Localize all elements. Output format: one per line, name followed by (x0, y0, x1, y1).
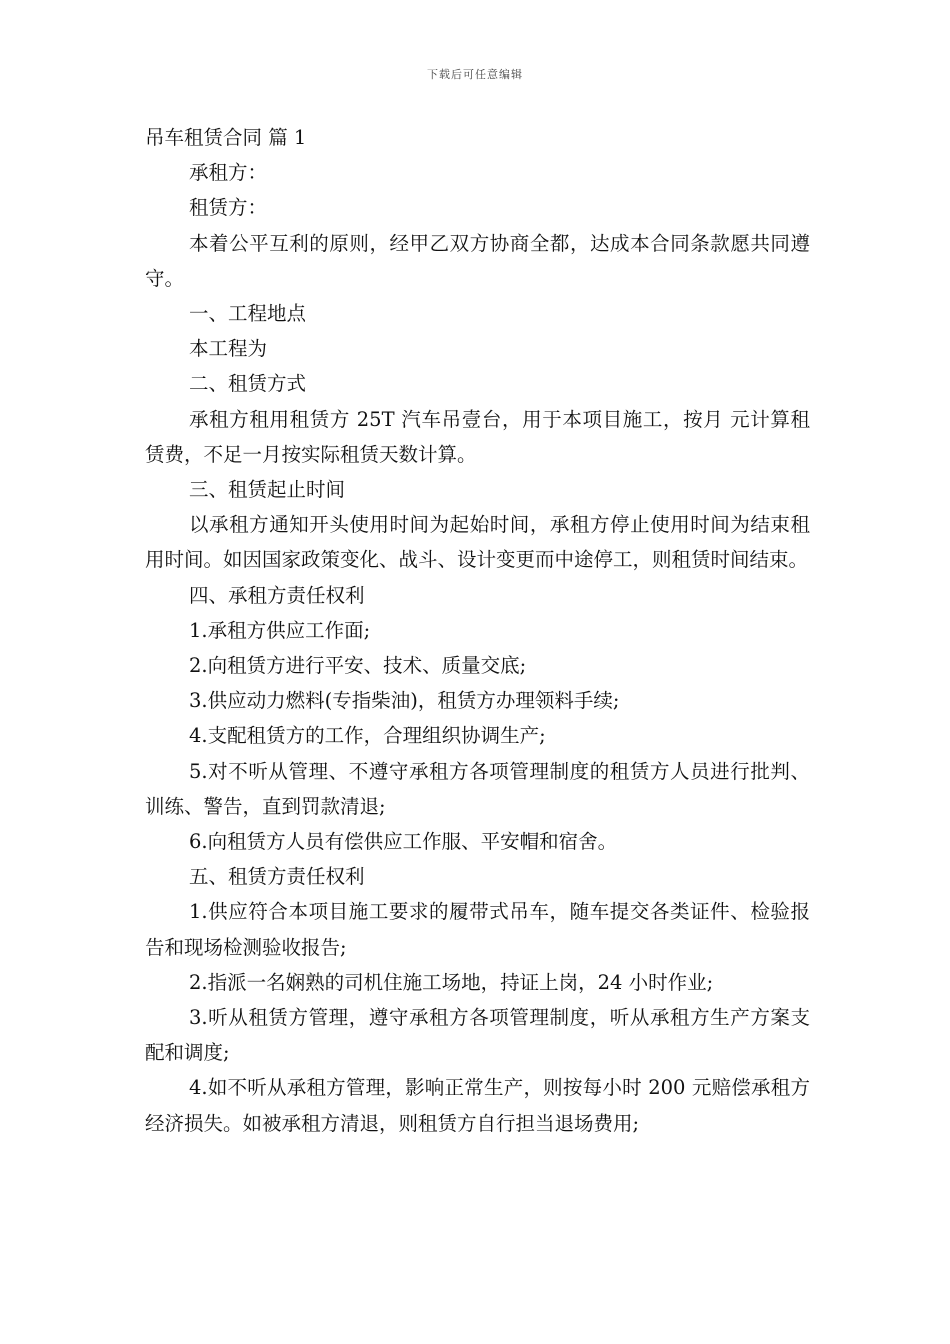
paragraph-lease-period: 以承租方通知开头使用时间为起始时间，承租方停止使用时间为结束租用时间。如因国家政策变化、战斗、设计变更而中途停工，则租赁时间结束。 (145, 513, 810, 572)
document-body (145, 120, 810, 1141)
list-item: 1.承租方供应工作面; (189, 618, 371, 642)
section-heading-1: 一、工程地点 (189, 302, 307, 326)
document-title: 吊车租赁合同 篇 1 (145, 126, 307, 149)
page-header: 下载后可任意编辑 (427, 68, 523, 81)
list-item: 4.如不听从承租方管理，影响正常生产，则按每小时 200 元赔偿承租方经济损失。如被承租方清退，则租赁方自行担当退场费用; (145, 1076, 810, 1135)
paragraph-project: 本工程为 (189, 337, 268, 361)
paragraph-lessee: 承租方： (189, 161, 268, 185)
list-item: 1.供应符合本项目施工要求的履带式吊车，随车提交各类证件、检验报告和现场检测验收报告; (145, 900, 810, 959)
paragraph-lessor: 租赁方： (189, 196, 268, 220)
paragraph-lease-method: 承租方租用租赁方 25T 汽车吊壹台，用于本项目施工，按月 元计算租赁费，不足一月按实际租赁天数计算。 (145, 407, 810, 466)
list-item: 3.供应动力燃料(专指柴油)，租赁方办理领料手续; (189, 689, 620, 713)
list-item: 2.指派一名娴熟的司机住施工场地，持证上岗，24 小时作业; (189, 970, 714, 994)
section-heading-2: 二、租赁方式 (189, 372, 307, 396)
list-item: 3.听从租赁方管理，遵守承租方各项管理制度，听从承租方生产方案支配和调度; (145, 1006, 810, 1065)
list-item: 2.向租赁方进行平安、技术、质量交底; (189, 654, 527, 678)
list-item: 5.对不听从管理、不遵守承租方各项管理制度的租赁方人员进行批判、训练、警告，直到罚款清退; (145, 759, 810, 818)
section-heading-5: 五、租赁方责任权利 (189, 865, 365, 889)
section-heading-3: 三、租赁起止时间 (189, 478, 346, 502)
paragraph-preamble: 本着公平互利的原则，经甲乙双方协商全都，达成本合同条款愿共同遵守。 (145, 231, 810, 290)
section-heading-4: 四、承租方责任权利 (189, 583, 365, 607)
list-item: 6.向租赁方人员有偿供应工作服、平安帽和宿舍。 (189, 830, 618, 854)
list-item: 4.支配租赁方的工作，合理组织协调生产; (189, 724, 546, 748)
